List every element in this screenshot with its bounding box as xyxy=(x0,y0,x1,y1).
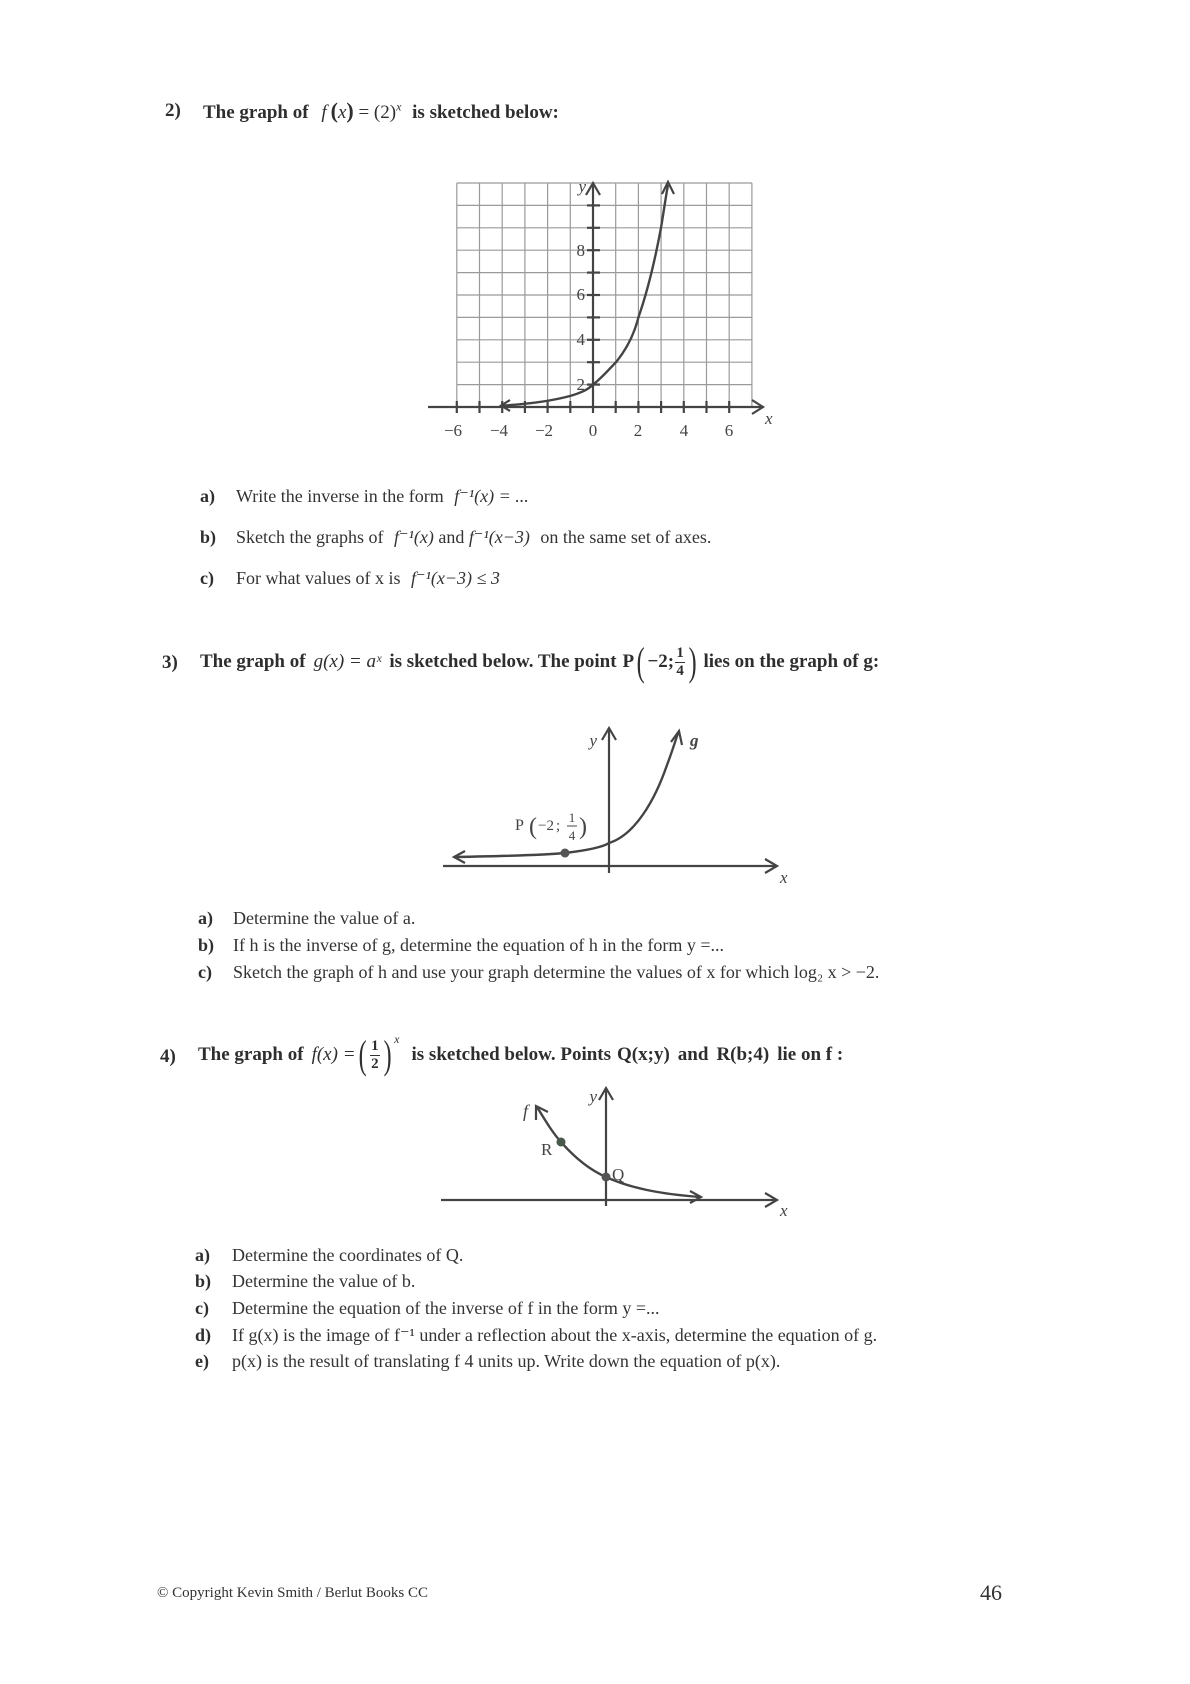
q2-intro: The graph of xyxy=(203,102,309,123)
q4-y-axis-label: y xyxy=(589,1087,597,1106)
q3-x-axis-label: x xyxy=(780,868,788,887)
q3-y-axis-label: y xyxy=(589,731,597,750)
svg-text:8: 8 xyxy=(576,241,585,260)
svg-text:): ) xyxy=(579,814,587,840)
q4-point-r-label: R xyxy=(541,1140,553,1159)
q3-axes xyxy=(443,728,777,873)
q2-number: 2) xyxy=(165,100,181,121)
svg-text:6: 6 xyxy=(576,285,585,304)
q3-part-b-label: b) xyxy=(198,935,215,955)
q3-number: 3) xyxy=(162,652,178,673)
q2-x-tick-labels xyxy=(444,421,733,440)
q4-part-c: Determine the equation of the inverse of f in the form y =... xyxy=(232,1298,660,1318)
q4-part-e-label: e) xyxy=(195,1351,209,1371)
svg-text:;: ; xyxy=(556,818,561,834)
svg-text:2: 2 xyxy=(576,375,585,394)
q3-heading: The graph of g(x) = aˣ is sketched below. The point P ( −2 ; $\frac{1}{4}$ ) lies on the graph of g: xyxy=(200,639,880,684)
q3-part-a-label: a) xyxy=(198,908,213,928)
q3-curve-label: g xyxy=(690,731,699,750)
q3-part-c-label: c) xyxy=(198,962,212,982)
q3-part-a: Determine the value of a. xyxy=(233,908,416,928)
q4-part-e: p(x) is the result of translating f 4 units up. Write down the equation of p(x). xyxy=(232,1351,781,1371)
q4-part-a-label: a) xyxy=(195,1245,210,1265)
svg-text:0: 0 xyxy=(588,421,598,440)
q3-point-p xyxy=(561,849,570,858)
q3-curve-g xyxy=(455,733,678,857)
q4-part-c-label: c) xyxy=(195,1298,209,1318)
q3-point-y-fraction: $\frac{1}{4}$ xyxy=(676,644,684,679)
q4-part-d: If g(x) is the image of f⁻¹ under a reflection about the x-axis, determine the equation of g. xyxy=(232,1325,878,1345)
q4-point-q xyxy=(602,1173,611,1182)
q2-func-exp: x xyxy=(396,99,402,114)
q4-base-fraction: $\frac{1}{2}$ xyxy=(371,1037,379,1072)
q2-part-c-label: c) xyxy=(200,568,214,588)
q2-part-c: For what values of x is f⁻¹(x−3) ≤ 3 xyxy=(236,568,500,588)
svg-text:4: 4 xyxy=(679,421,689,440)
q4-number: 4) xyxy=(160,1046,176,1067)
footer-copyright: © Copyright Kevin Smith / Berlut Books CC xyxy=(157,1585,428,1601)
q4-graph xyxy=(430,1085,810,1235)
svg-text:−2: −2 xyxy=(534,421,554,440)
svg-text:2: 2 xyxy=(633,421,643,440)
q2-graph xyxy=(420,170,800,450)
q4-curve-label: f xyxy=(523,1101,529,1121)
q2-part-a: Write the inverse in the form f⁻¹(x) = ... xyxy=(236,486,529,506)
svg-text:4: 4 xyxy=(576,330,585,349)
svg-text:−6: −6 xyxy=(443,421,463,440)
q4-part-b-label: b) xyxy=(195,1271,212,1291)
q4-part-a: Determine the coordinates of Q. xyxy=(232,1245,464,1265)
svg-text:−2: −2 xyxy=(538,818,554,834)
svg-text:6: 6 xyxy=(724,421,734,440)
q2-part-b: Sketch the graphs of f⁻¹(x) and f⁻¹(x−3) on the same set of axes. xyxy=(236,527,712,547)
svg-text:P: P xyxy=(515,817,524,834)
q4-heading: The graph of f(x) = ( $\frac{1}{2}$ ) $^x$ is sketched below. Points Q(x;y) and R(b;4) lie on f : xyxy=(198,1032,844,1077)
q4-part-b: Determine the value of b. xyxy=(232,1271,416,1291)
q2-func-name: f xyxy=(321,102,327,123)
svg-text:(: ( xyxy=(529,814,537,840)
q3-part-c: Sketch the graph of h and use your graph determine the values of x for which log₂ x > −2. xyxy=(233,962,880,982)
q4-point-q-label: Q xyxy=(612,1165,625,1184)
page-number: 46 xyxy=(980,1580,1002,1605)
q2-y-axis-label: y xyxy=(578,177,586,196)
svg-text:−4: −4 xyxy=(489,421,509,440)
q4-point-r xyxy=(557,1138,566,1147)
q3-graph xyxy=(430,720,810,900)
q3-point-p-label xyxy=(515,810,587,843)
svg-text:4: 4 xyxy=(568,828,576,843)
q2-func-arg: x xyxy=(337,102,347,123)
svg-text:1: 1 xyxy=(568,810,576,825)
q2-part-b-label: b) xyxy=(200,527,217,547)
q4-x-axis-label: x xyxy=(780,1201,788,1220)
q2-after: is sketched below: xyxy=(412,102,559,123)
q4-axes xyxy=(441,1088,777,1207)
q2-func-base: (2) xyxy=(373,102,397,123)
q2-x-axis-label: x xyxy=(765,409,773,428)
q2-part-a-label: a) xyxy=(200,486,215,506)
q2-heading: The graph of f $(x) = (2)^x$ is sketched below: xyxy=(203,98,559,123)
q3-part-b: If h is the inverse of g, determine the equation of h in the form y =... xyxy=(233,935,725,955)
q4-part-d-label: d) xyxy=(195,1325,212,1345)
q2-axes xyxy=(428,183,763,414)
